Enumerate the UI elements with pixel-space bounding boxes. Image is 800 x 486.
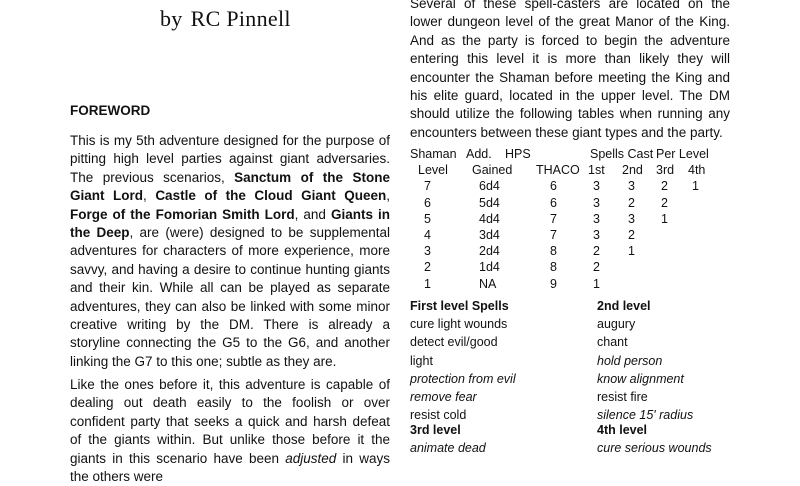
foreword-paragraph-2 [70, 376, 390, 486]
header-level: Level [418, 163, 448, 178]
p1-text-b: , are (were) designed to be supplemental adventures for characters of more experience, more savvy, and having a desire to continue hunting giants and their kin. While all can be played as separate adventures, they can also be linked with some minor creative writing by the DM. There is already a storyline connecting the G5 to the G6, and another linking the G7 to this one; subtle as they are. [70, 225, 390, 369]
p1-sep-2: , [386, 188, 390, 204]
spell-item: silence 15' radius [597, 408, 694, 423]
cell-hps-gained: 5d4 [479, 195, 500, 210]
cell-thaco: 8 [550, 244, 557, 259]
cell-thaco: 7 [550, 227, 557, 242]
cell-1st: 3 [593, 227, 600, 242]
header-shaman: Shaman [410, 147, 457, 161]
title-giants-deep: Giants in the Deep [70, 206, 390, 241]
cell-2nd: 2 [628, 195, 635, 210]
cell-level: 1 [424, 276, 431, 291]
cell-3rd: 2 [661, 195, 668, 210]
spell-heading-first: First level Spells [410, 299, 509, 313]
cell-2nd: 1 [628, 244, 635, 259]
p1-sep-1: , [143, 188, 156, 204]
spell-item: resist cold [410, 408, 467, 423]
spell-item: light [410, 353, 433, 368]
cell-level: 5 [424, 211, 431, 226]
spell-item: know alignment [597, 371, 684, 386]
cell-hps-gained: 2d4 [479, 244, 500, 259]
shaman-table [410, 146, 730, 292]
header-1st: 1st [588, 163, 605, 178]
header-gained: Gained [472, 163, 513, 178]
spell-item: chant [597, 335, 628, 350]
header-add: Add. [466, 147, 492, 161]
spell-item: protection from evil [410, 371, 516, 386]
byline-by: by [160, 6, 183, 31]
header-hps: HPS [505, 147, 531, 161]
table-row [410, 259, 730, 275]
spell-item: augury [597, 317, 636, 332]
table-row [410, 211, 730, 227]
intro-paragraph: Several of these spell-casters are located on the lower dungeon level of the great Manor of the King. And as the party is forced to begin the adventure entering this level it is more than likely they will encounter the Shaman before meeting the King and his elite guard, located in the upper level. The DM should utilize the following tables when running any encounters between these giant types and the party. [410, 0, 730, 140]
cell-hps-gained: 1d4 [479, 260, 500, 275]
p2-text-b: in ways the others were [70, 450, 390, 485]
cell-thaco: 7 [550, 211, 557, 226]
cell-thaco: 6 [550, 195, 557, 210]
p2-text-a: Like the ones before it, this adventure is capable of dealing out death easily to the foolish or over confident party that seeks a quick and harsh defeat of the giants within. But unlike those before it the giants in this scenario have been [70, 377, 390, 466]
spell-item: remove fear [410, 390, 477, 405]
cell-2nd: 2 [628, 227, 635, 242]
table-row [410, 227, 730, 243]
spell-heading-third: 3rd level [410, 423, 461, 437]
header-thaco: THACO [536, 163, 580, 178]
cell-2nd: 3 [628, 179, 635, 194]
foreword-heading: FOREWORD [70, 103, 151, 118]
spell-item: resist fire [597, 390, 648, 405]
spell-item: cure light wounds [410, 317, 508, 332]
table-row [410, 243, 730, 259]
spell-item: cure serious wounds [597, 441, 712, 456]
p1-sep-3: , and [294, 206, 331, 222]
spell-heading-second: 2nd level [597, 299, 651, 313]
cell-4th: 1 [692, 179, 699, 194]
table-row [410, 195, 730, 211]
header-spells-cast: Spells Cast [590, 147, 654, 161]
spell-item: animate dead [410, 441, 486, 456]
author-byline [160, 6, 291, 32]
byline-author: RC Pinnell [190, 6, 291, 31]
cell-1st: 2 [593, 244, 600, 259]
spell-item: detect evil/good [410, 335, 498, 350]
cell-1st: 3 [593, 179, 600, 194]
title-cloud-giant: Castle of the Cloud Giant Queen [155, 188, 387, 204]
table-body [410, 178, 730, 291]
title-fomorian: Forge of the Fomorian Smith Lord [70, 206, 295, 222]
cell-level: 7 [424, 179, 431, 194]
title-stone-giant: Sanctum of the Stone Giant Lord [70, 169, 390, 204]
cell-1st: 3 [593, 195, 600, 210]
p2-italic: adjusted [285, 450, 337, 466]
cell-1st: 3 [593, 211, 600, 226]
spell-list-first [410, 297, 516, 424]
spell-heading-fourth: 4th level [597, 423, 648, 437]
cell-thaco: 6 [550, 179, 557, 194]
cell-hps-gained: 4d4 [479, 211, 500, 226]
cell-level: 2 [424, 260, 431, 275]
table-header-row-2 [410, 162, 730, 178]
cell-thaco: 9 [550, 276, 557, 291]
cell-1st: 2 [593, 260, 600, 275]
cell-level: 3 [424, 244, 431, 259]
table-row [410, 178, 730, 194]
table-row [410, 276, 730, 292]
spell-list-second [597, 297, 693, 424]
header-2nd: 2nd [622, 163, 643, 178]
cell-hps-gained: 6d4 [479, 179, 500, 194]
spell-list-third [410, 421, 486, 457]
header-per-level: Per Level [656, 147, 709, 161]
cell-hps-gained: NA [479, 276, 497, 291]
cell-level: 4 [424, 227, 431, 242]
cell-hps-gained: 3d4 [479, 227, 500, 242]
header-3rd: 3rd [656, 163, 675, 178]
cell-2nd: 3 [628, 211, 635, 226]
p1-text-a: This is my 5th adventure designed for the purpose of pitting high level parties against giant adversaries. The previous scenarios, [70, 133, 390, 185]
cell-3rd: 1 [661, 211, 668, 226]
cell-3rd: 2 [661, 179, 668, 194]
cell-level: 6 [424, 195, 431, 210]
spell-item: hold person [597, 353, 663, 368]
foreword-paragraph-1 [70, 132, 390, 371]
header-4th: 4th [688, 163, 706, 178]
spell-list-fourth [597, 421, 712, 457]
cell-thaco: 8 [550, 260, 557, 275]
cell-1st: 1 [593, 276, 600, 291]
table-header-row-1 [410, 146, 730, 162]
